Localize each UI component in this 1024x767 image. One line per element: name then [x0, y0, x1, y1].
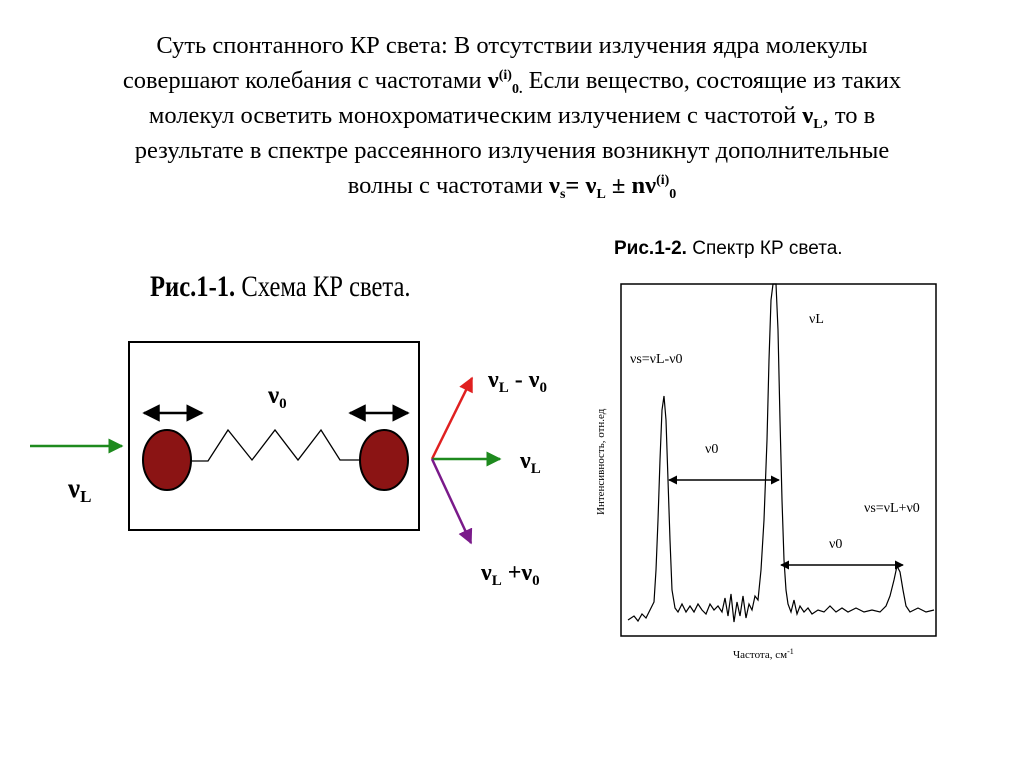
spectrum-curve [628, 284, 934, 622]
fig2-caption: Рис.1-2. Спектр КР света. [614, 238, 843, 259]
fig1-caption: Рис.1-1. Схема КР света. [150, 270, 411, 303]
raman-formula: $\nu_s= \nu_L \pm n\nu^{(i)}_0$ [548, 172, 677, 202]
shift-label-left: ν0 [705, 442, 719, 457]
heading-line-4: результате в спектре рассеянного излучения возникнут дополнительные [134, 137, 890, 164]
stokes-label: $\nu_L - \nu_0$ [488, 367, 547, 396]
right-peak-label: νs=νL+ν0 [864, 501, 920, 516]
antistokes-label: $\nu_L +\nu_0$ [481, 560, 540, 589]
incident-label: νL [68, 473, 92, 506]
heading-line-3: молекул осветить монохроматическим излучением с частотой $\nu_L$, то в [148, 102, 876, 132]
center-peak-label: νL [809, 312, 824, 327]
heading-line-5: волны с частотами $\nu_s= \nu_L \pm n\nu^{(i)}_0$ [347, 172, 677, 202]
shift-label-right: ν0 [829, 537, 843, 552]
vibration-label: $\nu_0$ [268, 382, 287, 412]
y-axis-label: Интенсивность, отн.ед [595, 408, 607, 515]
heading-line-2: совершают колебания с частотами $\nu^{(i)}_{0.}$ Если вещество, состоящие из таких [122, 67, 902, 97]
left-peak-label: νs=νL-ν0 [630, 352, 683, 367]
rayleigh-label: $\nu_L$ [520, 448, 541, 477]
x-axis-label: Частота, $см^{-1}$ [733, 647, 794, 661]
heading-line-1: Суть спонтанного КР света: В отсутствии излучения ядра молекулы [156, 32, 868, 59]
